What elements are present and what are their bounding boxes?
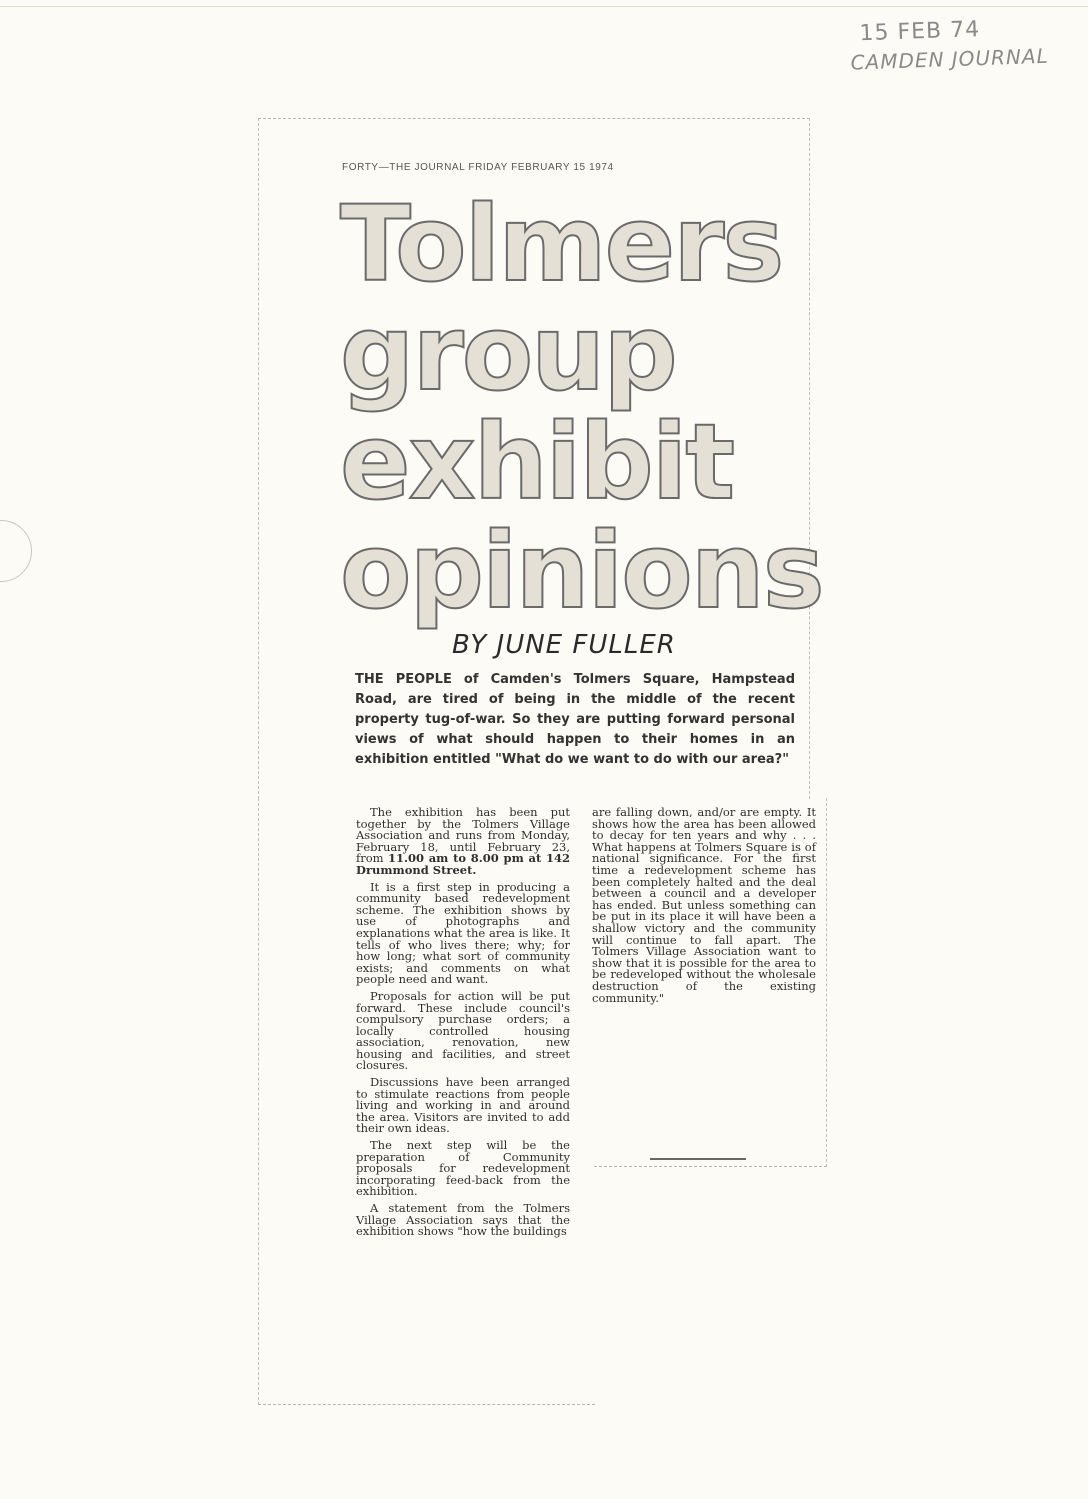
article-column-2 xyxy=(592,807,816,1009)
paragraph xyxy=(356,807,570,877)
paragraph: Discussions have been arranged to stimulate reactions from people living and working in and around the area. Visitors are invited to add their own ideas. xyxy=(356,1075,570,1136)
paragraph-bold: 11.00 am to 8.00 pm at 142 Drummond Street. xyxy=(356,851,570,877)
headline-line: exhibit xyxy=(340,401,734,523)
paragraph: Proposals for action will be put forward. These include council's compulsory purchase orders; a locally controlled housing association, renovation, new housing and facilities, and street closures. xyxy=(356,988,570,1073)
standfirst: THE PEOPLE of Camden's Tolmers Square, Hampstead Road, are tired of being in the middle of the recent property tug-of-war. So they are putting forward personal views of what should happen to their homes in an exhibition entitled "What do we want to do with our area?" xyxy=(355,672,795,767)
headline-line: opinions xyxy=(340,510,823,632)
headline-line: group xyxy=(340,292,676,414)
headline xyxy=(340,183,823,632)
headline-line: Tolmers xyxy=(340,183,783,305)
page-top-edge xyxy=(0,6,1088,7)
byline: BY JUNE FULLER xyxy=(452,630,676,660)
binder-hole-mark xyxy=(0,520,32,582)
article-end-rule xyxy=(650,1158,746,1160)
paragraph-lead: The exhibition has been put together by the Tolmers Village Association and runs from Monday, February 18, until February 23, from xyxy=(356,805,570,866)
handwritten-annotation xyxy=(849,13,1049,76)
paragraph: The next step will be the preparation of Community proposals for redevelopment incorporating feed-back from the exhibition. xyxy=(356,1138,570,1199)
paragraph: A statement from the Tolmers Village Association says that the exhibition shows "how the buildings xyxy=(356,1201,570,1239)
annotation-source: CAMDEN JOURNAL xyxy=(849,43,1049,75)
newspaper-dateline: FORTY—THE JOURNAL FRIDAY FEBRUARY 15 1974 xyxy=(342,162,614,173)
annotation-date: 15 FEB 74 xyxy=(858,17,981,47)
paragraph: are falling down, and/or are empty. It shows how the area has been allowed to decay for ten years and why . . . What happens at Tolmers Square is of national significance. For the first time a redevelopment scheme has been completely halted and the deal between a council and a developer has ended. But unless something can be put in its place it will have been a shallow victory and the community will continue to fall apart. The Tolmers Village Association want to show that it is possible for the area to be redeveloped without the wholesale destruction of the existing community." xyxy=(592,805,816,1005)
paragraph: It is a first step in producing a community based redevelopment scheme. The exhibition shows by use of photographs and explanations what the area is like. It tells of who lives there; why; for how long; what sort of community exists; and comments on what people need and want. xyxy=(356,879,570,987)
article-column-1 xyxy=(356,807,570,1243)
